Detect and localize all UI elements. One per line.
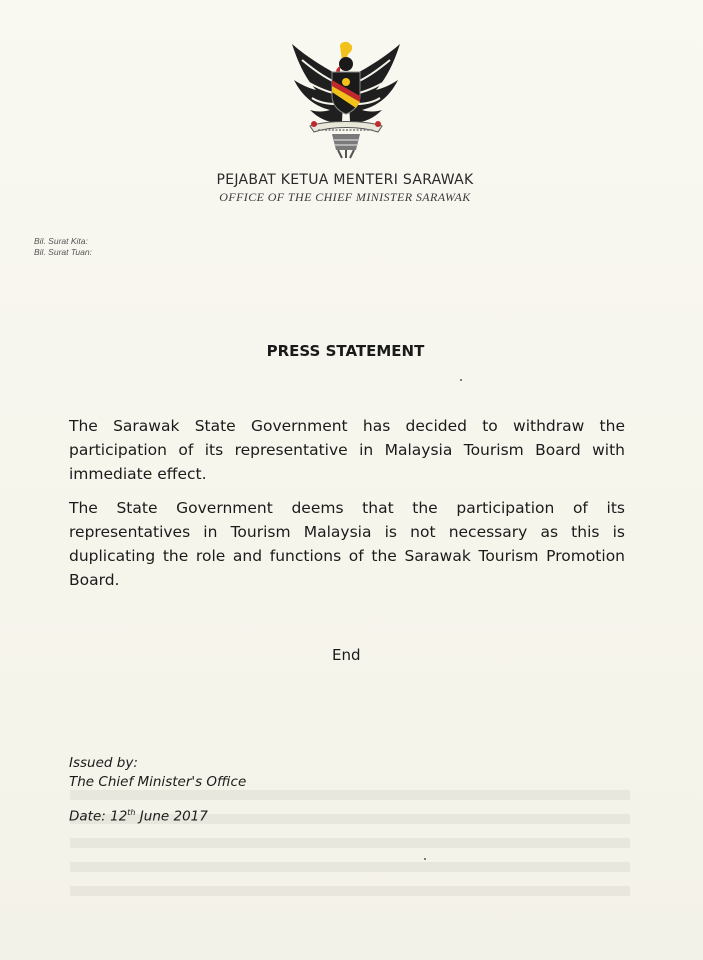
office-name-english: OFFICE OF THE CHIEF MINISTER SARAWAK <box>219 190 471 204</box>
issued-by-block <box>69 754 246 792</box>
paper-speck <box>460 379 462 381</box>
statement-title-text: PRESS STATEMENT <box>266 342 425 360</box>
end-marker: End <box>332 646 361 664</box>
statement-title <box>0 342 703 360</box>
issued-by-label: Issued by: <box>69 755 138 771</box>
date-prefix: Date: 12 <box>69 808 128 825</box>
issuer-name: The Chief Minister's Office <box>69 774 247 790</box>
statement-date <box>69 808 208 825</box>
sarawak-coat-of-arms-icon <box>288 40 404 160</box>
your-reference-label: Bil. Surat Tuan: <box>34 247 92 257</box>
reference-block <box>34 236 92 258</box>
bleed-through-texture <box>70 790 630 900</box>
date-rest: June 2017 <box>135 808 208 825</box>
statement-paragraph: The Sarawak State Government has decided to withdraw the participation of its representative in Malaysia Tourism Board with immediate effect. <box>69 417 625 483</box>
office-name-malay: PEJABAT KETUA MENTERI SARAWAK <box>216 172 474 188</box>
paper-speck <box>424 858 426 860</box>
our-reference-label: Bil. Surat Kita: <box>34 236 88 246</box>
date-ordinal-suffix: th <box>127 808 136 817</box>
statement-body <box>69 414 625 602</box>
statement-paragraph: The State Government deems that the participation of its representatives in Tourism Malaysia is not necessary as this is duplicating the role and functions of the Sarawak Tourism Promotion Board. <box>69 499 625 589</box>
